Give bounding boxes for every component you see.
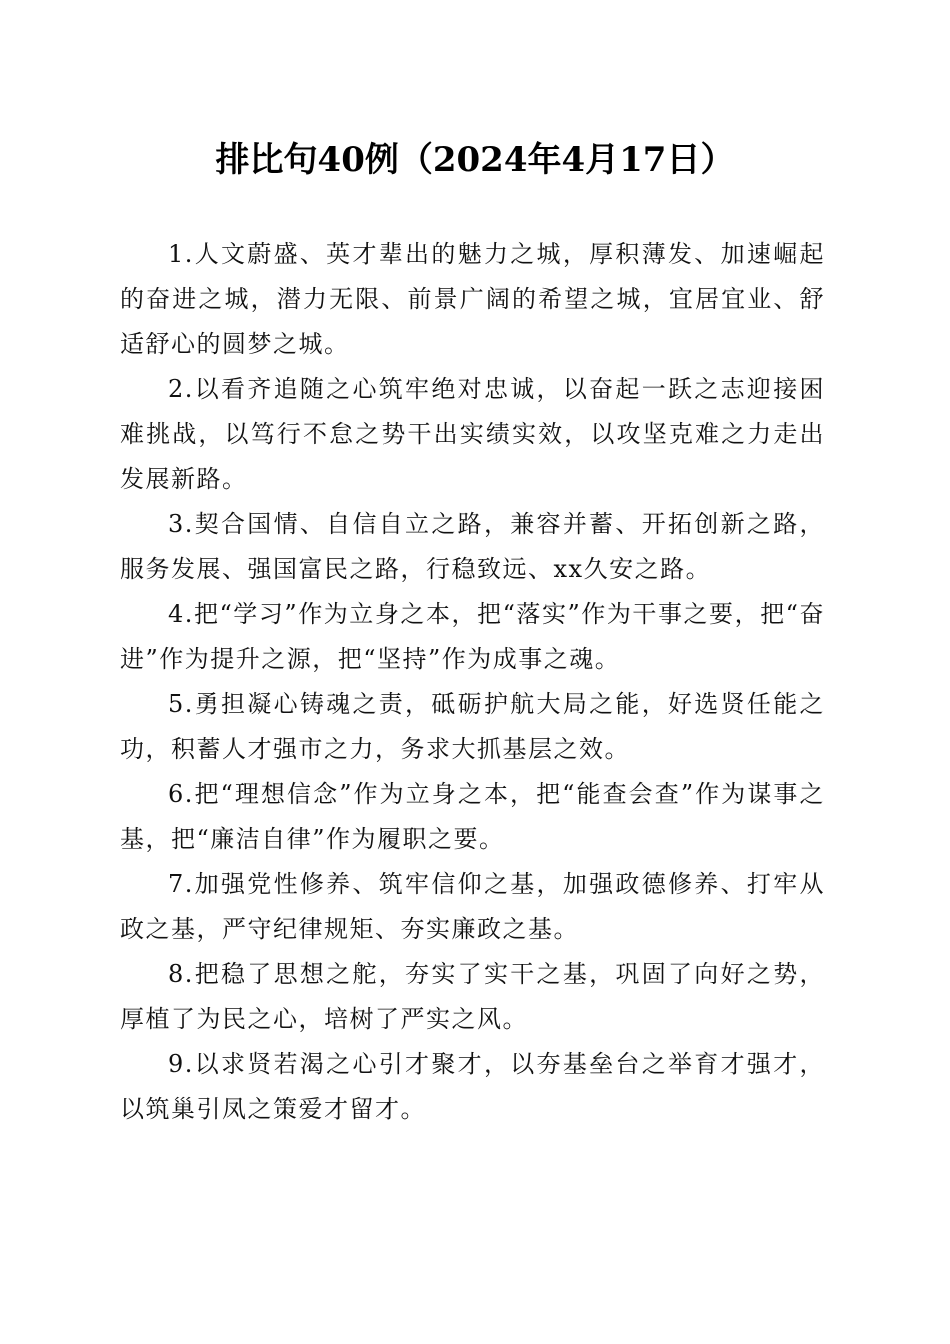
document-title: 排比句40例（2024年4月17日） bbox=[215, 140, 735, 180]
paragraph-9: 9.以求贤若渴之心引才聚才，以夯基垒台之举育才强才，以筑巢引凤之策爱才留才。 bbox=[120, 1050, 825, 1123]
document-body bbox=[120, 232, 825, 1132]
paragraph-2: 2.以看齐追随之心筑牢绝对忠诚，以奋起一跃之志迎接困难挑战，以笃行不怠之势干出实绩实效，以攻坚克难之力走出发展新路。 bbox=[120, 375, 825, 493]
paragraph-6: 6.把“理想信念”作为立身之本，把“能查会查”作为谋事之基，把“廉洁自律”作为履职之要。 bbox=[120, 780, 825, 853]
paragraph-3: 3.契合国情、自信自立之路，兼容并蓄、开拓创新之路，服务发展、强国富民之路，行稳致远、xx久安之路。 bbox=[120, 510, 825, 583]
paragraph-4: 4.把“学习”作为立身之本，把“落实”作为干事之要，把“奋进”作为提升之源，把“坚持”作为成事之魂。 bbox=[120, 600, 825, 673]
paragraph-8: 8.把稳了思想之舵，夯实了实干之基，巩固了向好之势，厚植了为民之心，培树了严实之风。 bbox=[120, 960, 825, 1033]
paragraph-5: 5.勇担凝心铸魂之责，砥砺护航大局之能，好选贤任能之功，积蓄人才强市之力，务求大抓基层之效。 bbox=[120, 690, 825, 763]
paragraph-7: 7.加强党性修养、筑牢信仰之基，加强政德修养、打牢从政之基，严守纪律规矩、夯实廉政之基。 bbox=[120, 870, 825, 943]
paragraph-1: 1.人文蔚盛、英才辈出的魅力之城，厚积薄发、加速崛起的奋进之城，潜力无限、前景广阔的希望之城，宜居宜业、舒适舒心的圆梦之城。 bbox=[120, 240, 825, 358]
